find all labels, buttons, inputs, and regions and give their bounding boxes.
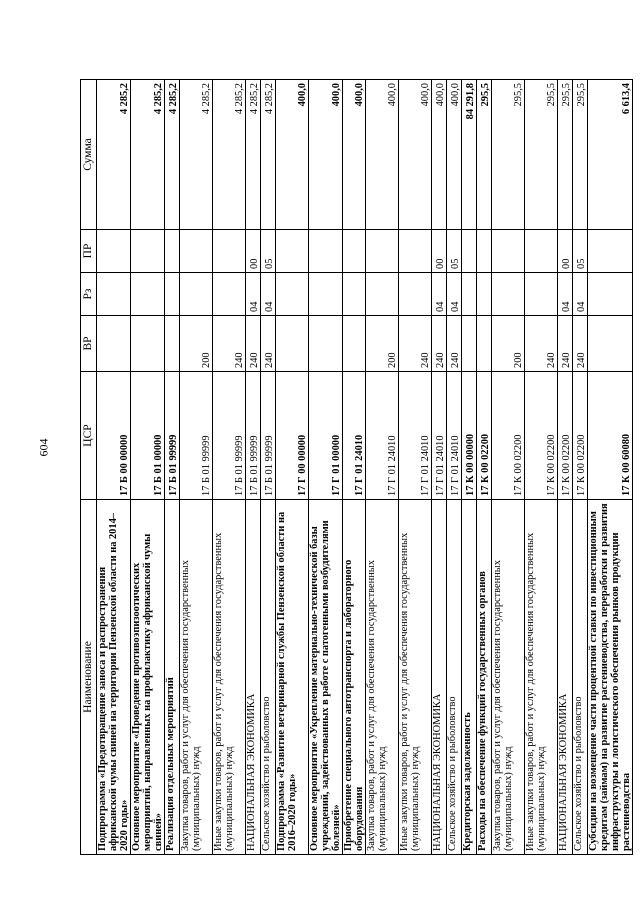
col-header-pr: ПР [81, 230, 97, 273]
cell-sum: 4 285,2 [165, 80, 180, 230]
cell-name: Основное мероприятие «Проведение противоэпизоотических мероприятий, направленных на профилактику африканской чумы свиней» [131, 500, 165, 855]
cell-pr [477, 230, 492, 273]
cell-pr: 00 [246, 230, 261, 273]
table-row [180, 80, 213, 855]
cell-vr [165, 316, 180, 372]
cell-sum: 295,5 [525, 80, 558, 230]
cell-csr: 17 Б 01 99999 [213, 372, 246, 500]
table-row [447, 80, 462, 855]
cell-csr: 17 Г 00 00000 [276, 372, 309, 500]
cell-pr [180, 230, 213, 273]
col-header-vr: ВР [81, 316, 97, 372]
cell-sum: 4 285,2 [131, 80, 165, 230]
table-row [366, 80, 399, 855]
cell-sum: 400,0 [432, 80, 447, 230]
cell-vr: 240 [447, 316, 462, 372]
cell-sum: 84 291,8 [462, 80, 477, 230]
cell-sum: 295,5 [558, 80, 573, 230]
cell-vr: 240 [261, 316, 276, 372]
cell-rz [309, 273, 343, 316]
cell-name: Субсидии на возмещение части процентной ставки по инвестиционным кредитам (займам) на развитие растениеводства, переработки и развития инфраструктуры и логистического обеспечения рынков продукции растениеводства [588, 500, 633, 855]
cell-vr [477, 316, 492, 372]
page-number: 604 [36, 438, 51, 457]
table-row [492, 80, 525, 855]
cell-csr: 17 Б 01 99999 [180, 372, 213, 500]
col-header-name: Наименование [81, 500, 97, 855]
cell-sum: 4 285,2 [180, 80, 213, 230]
cell-rz [366, 273, 399, 316]
cell-csr: 17 Г 01 00000 [309, 372, 343, 500]
cell-name: Иные закупки товаров, работ и услуг для обеспечения государственных (муниципальных) нужд [399, 500, 432, 855]
cell-sum: 6 613,4 [588, 80, 633, 230]
cell-vr: 200 [366, 316, 399, 372]
table-row [131, 80, 165, 855]
table-body [97, 80, 633, 855]
col-header-rz: Рз [81, 273, 97, 316]
cell-vr [309, 316, 343, 372]
cell-sum: 400,0 [399, 80, 432, 230]
cell-name: Закупка товаров, работ и услуг для обеспечения государственных (муниципальных) нужд [180, 500, 213, 855]
cell-pr [165, 230, 180, 273]
cell-name: НАЦИОНАЛЬНАЯ ЭКОНОМИКА [432, 500, 447, 855]
cell-vr [131, 316, 165, 372]
cell-name: Сельское хозяйство и рыболовство [447, 500, 462, 855]
cell-vr [276, 316, 309, 372]
cell-sum: 400,0 [447, 80, 462, 230]
cell-vr: 240 [246, 316, 261, 372]
cell-sum: 295,5 [492, 80, 525, 230]
cell-pr [399, 230, 432, 273]
cell-vr: 240 [558, 316, 573, 372]
cell-name: Сельское хозяйство и рыболовство [261, 500, 276, 855]
table-row [462, 80, 477, 855]
table-row [246, 80, 261, 855]
cell-csr: 17 Г 01 24010 [432, 372, 447, 500]
table-header [81, 80, 97, 855]
col-header-sum: Сумма [81, 80, 97, 230]
cell-csr: 17 Г 01 24010 [366, 372, 399, 500]
table-row [276, 80, 309, 855]
table-row [213, 80, 246, 855]
cell-rz: 04 [573, 273, 588, 316]
cell-rz [276, 273, 309, 316]
cell-pr: 00 [558, 230, 573, 273]
table-row [573, 80, 588, 855]
cell-name: Основное мероприятие «Укрепление материально-технической базы учреждений, задействованных в работе с патогенными возбудителями болезней» [309, 500, 343, 855]
table-row [588, 80, 633, 855]
cell-sum: 4 285,2 [213, 80, 246, 230]
cell-csr: 17 Б 01 99999 [246, 372, 261, 500]
cell-csr: 17 К 00 00000 [462, 372, 477, 500]
cell-pr [462, 230, 477, 273]
cell-csr: 17 Б 01 99999 [261, 372, 276, 500]
cell-vr: 240 [525, 316, 558, 372]
table-row [399, 80, 432, 855]
cell-pr [97, 230, 131, 273]
cell-rz [462, 273, 477, 316]
cell-csr: 17 К 00 02200 [525, 372, 558, 500]
cell-rz [180, 273, 213, 316]
cell-vr: 240 [399, 316, 432, 372]
cell-csr: 17 К 00 02200 [573, 372, 588, 500]
table-row [477, 80, 492, 855]
cell-name: Подпрограмма «Предотвращение заноса и распространения африканской чумы свиней на территории Пензенской области на 2014–2020 годы» [97, 500, 131, 855]
cell-vr: 240 [573, 316, 588, 372]
cell-pr: 05 [573, 230, 588, 273]
cell-vr [343, 316, 366, 372]
table-row [343, 80, 366, 855]
cell-rz: 04 [261, 273, 276, 316]
cell-vr: 200 [492, 316, 525, 372]
cell-rz [525, 273, 558, 316]
cell-sum: 4 285,2 [261, 80, 276, 230]
cell-csr: 17 Б 01 00000 [131, 372, 165, 500]
table-row [432, 80, 447, 855]
budget-table [80, 79, 633, 855]
cell-rz: 04 [246, 273, 261, 316]
cell-sum: 4 285,2 [246, 80, 261, 230]
cell-rz: 04 [432, 273, 447, 316]
cell-sum: 400,0 [276, 80, 309, 230]
table-row [261, 80, 276, 855]
cell-rz [492, 273, 525, 316]
cell-name: Закупка товаров, работ и услуг для обеспечения государственных (муниципальных) нужд [366, 500, 399, 855]
cell-name: Иные закупки товаров, работ и услуг для обеспечения государственных (муниципальных) нужд [213, 500, 246, 855]
cell-rz: 04 [558, 273, 573, 316]
cell-rz [165, 273, 180, 316]
table-row [558, 80, 573, 855]
cell-name: НАЦИОНАЛЬНАЯ ЭКОНОМИКА [246, 500, 261, 855]
cell-sum: 400,0 [366, 80, 399, 230]
cell-rz [97, 273, 131, 316]
cell-csr: 17 Б 00 00000 [97, 372, 131, 500]
cell-rz [588, 273, 633, 316]
cell-vr: 240 [432, 316, 447, 372]
cell-rz [213, 273, 246, 316]
table-row [165, 80, 180, 855]
cell-pr: 05 [447, 230, 462, 273]
cell-name: Реализация отдельных мероприятий [165, 500, 180, 855]
cell-name: Подпрограмма «Развитие ветеринарной службы Пензенской области на 2016–2020 годы» [276, 500, 309, 855]
cell-name: Иные закупки товаров, работ и услуг для обеспечения государственных (муниципальных) нужд [525, 500, 558, 855]
cell-csr: 17 К 00 02200 [492, 372, 525, 500]
rotated-table-wrapper [80, 80, 632, 855]
cell-csr: 17 Г 01 24010 [399, 372, 432, 500]
cell-name: НАЦИОНАЛЬНАЯ ЭКОНОМИКА [558, 500, 573, 855]
col-header-csr: ЦСР [81, 372, 97, 500]
cell-sum: 400,0 [343, 80, 366, 230]
cell-rz [477, 273, 492, 316]
table-row [97, 80, 131, 855]
cell-name: Приобретение специального автотранспорта и лабораторного оборудования [343, 500, 366, 855]
cell-pr: 05 [261, 230, 276, 273]
table-row [309, 80, 343, 855]
cell-rz [399, 273, 432, 316]
cell-pr [588, 230, 633, 273]
cell-name: Сельское хозяйство и рыболовство [573, 500, 588, 855]
cell-csr: 17 К 00 02200 [477, 372, 492, 500]
cell-pr [276, 230, 309, 273]
table-row [525, 80, 558, 855]
cell-vr [97, 316, 131, 372]
cell-vr [588, 316, 633, 372]
cell-vr: 200 [180, 316, 213, 372]
cell-name: Расходы на обеспечение функций государственных органов [477, 500, 492, 855]
cell-csr: 17 К 00 60080 [588, 372, 633, 500]
cell-sum: 295,5 [477, 80, 492, 230]
cell-pr [131, 230, 165, 273]
cell-csr: 17 Г 01 24010 [447, 372, 462, 500]
cell-sum: 4 285,2 [97, 80, 131, 230]
cell-vr [462, 316, 477, 372]
cell-vr: 240 [213, 316, 246, 372]
cell-csr: 17 К 00 02200 [558, 372, 573, 500]
cell-rz [131, 273, 165, 316]
cell-pr [213, 230, 246, 273]
cell-rz [343, 273, 366, 316]
cell-name: Закупка товаров, работ и услуг для обеспечения государственных (муниципальных) нужд [492, 500, 525, 855]
cell-sum: 295,5 [573, 80, 588, 230]
cell-pr [309, 230, 343, 273]
cell-name: Кредиторская задолженность [462, 500, 477, 855]
cell-pr [525, 230, 558, 273]
cell-csr: 17 Г 01 24010 [343, 372, 366, 500]
cell-sum: 400,0 [309, 80, 343, 230]
cell-csr: 17 Б 01 99999 [165, 372, 180, 500]
cell-pr [492, 230, 525, 273]
cell-pr [343, 230, 366, 273]
cell-rz: 04 [447, 273, 462, 316]
cell-pr [366, 230, 399, 273]
cell-pr: 00 [432, 230, 447, 273]
